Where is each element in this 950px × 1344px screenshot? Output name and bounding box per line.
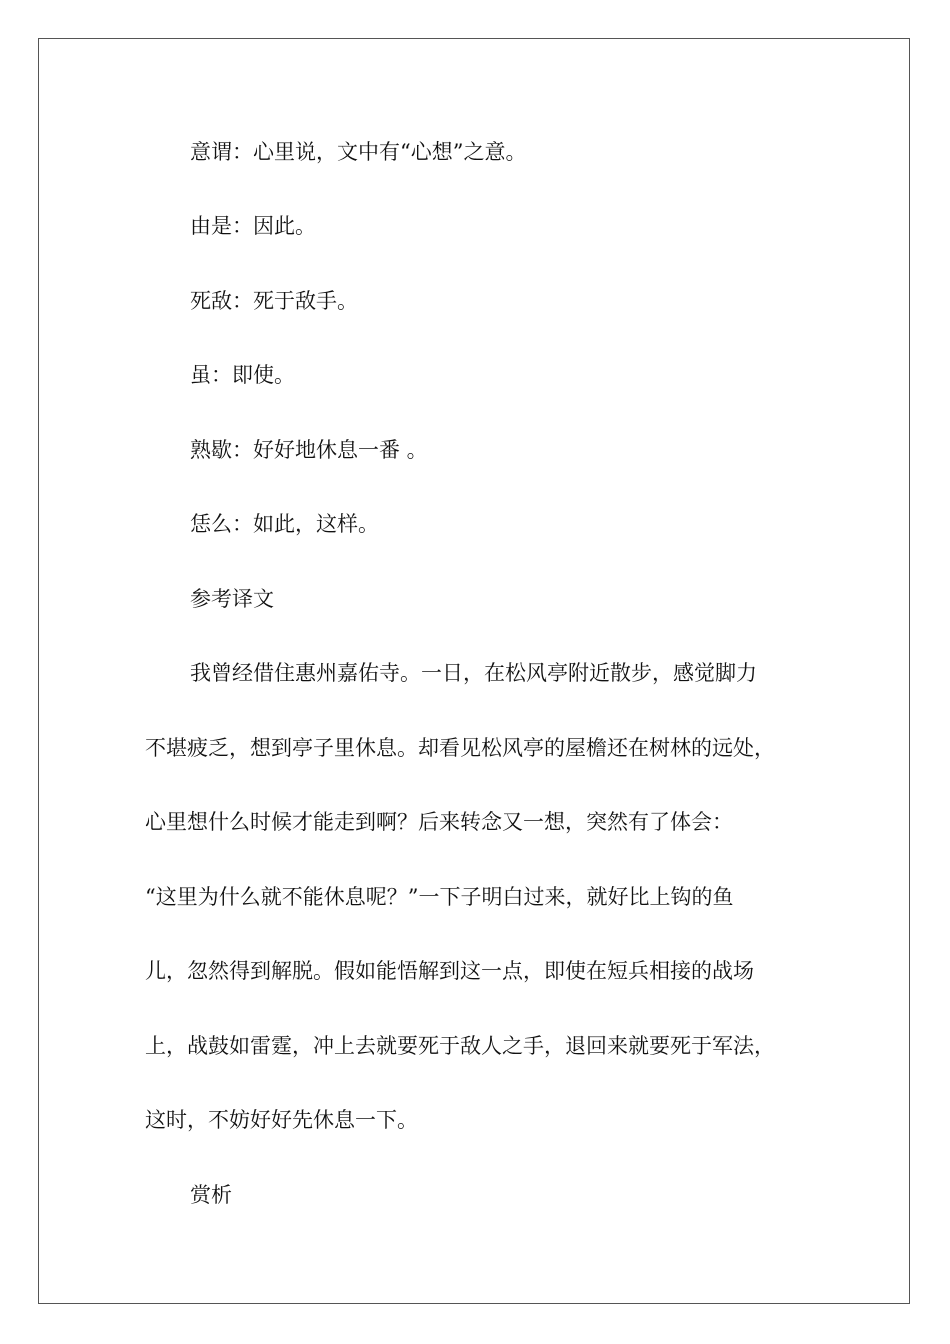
translation-line-5: 儿，忽然得到解脱。假如能悟解到这一点，即使在短兵相接的战场 <box>145 959 754 983</box>
translation-line-1: 我曾经借住惠州嘉佑寺。一日，在松风亭附近散步，感觉脚力 <box>190 661 757 685</box>
appreciation-heading: 赏析 <box>190 1183 232 1207</box>
translation-line-7: 这时，不妨好好先休息一下。 <box>145 1108 418 1132</box>
translation-heading: 参考译文 <box>190 587 274 611</box>
annotation-nenme: 恁么：如此，这样。 <box>190 512 379 536</box>
translation-line-6: 上，战鼓如雷霆，冲上去就要死于敌人之手，退回来就要死于军法， <box>145 1034 775 1058</box>
annotation-shuxie: 熟歇：好好地休息一番 。 <box>190 438 428 462</box>
annotation-sidi: 死敌：死于敌手。 <box>190 289 358 313</box>
translation-line-4: “这里为什么就不能休息呢？”一下子明白过来，就好比上钩的鱼 <box>145 885 734 909</box>
translation-line-2: 不堪疲乏，想到亭子里休息。却看见松风亭的屋檐还在树林的远处， <box>145 736 775 760</box>
annotation-yiwei: 意谓：心里说，文中有“心想”之意。 <box>190 140 527 164</box>
annotation-youshi: 由是：因此。 <box>190 214 316 238</box>
translation-line-3: 心里想什么时候才能走到啊？后来转念又一想，突然有了体会： <box>145 810 733 834</box>
annotation-sui: 虽：即使。 <box>190 363 295 387</box>
